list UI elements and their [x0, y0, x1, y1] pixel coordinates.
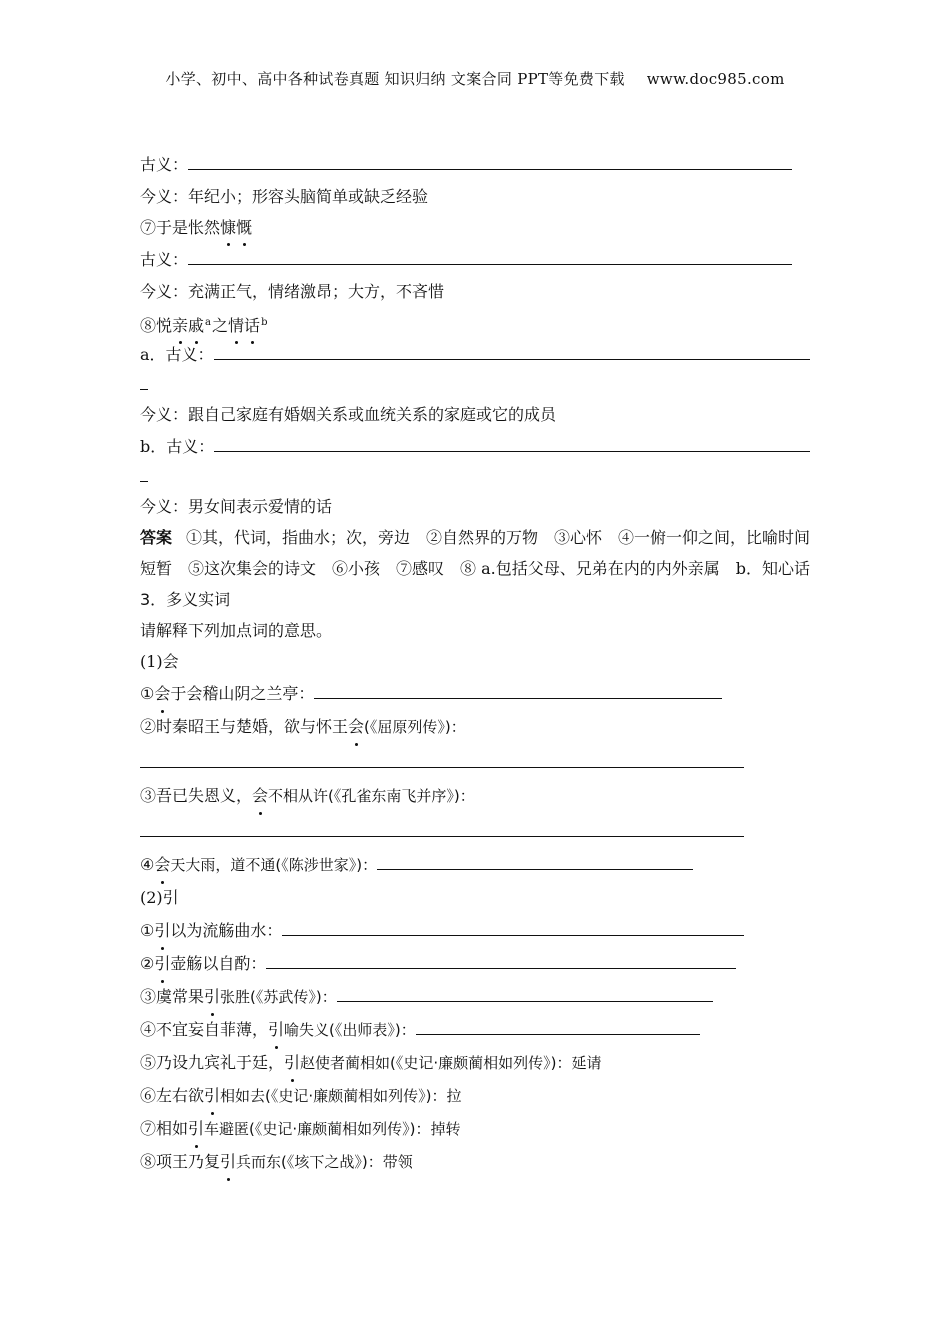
- modern-meaning-line: 今义：跟自己家庭有婚姻关系或血统关系的家庭或它的成员: [140, 405, 557, 424]
- header-url: www.doc985.com: [646, 70, 785, 88]
- group-title-hui: (1)会: [140, 652, 179, 671]
- old-meaning-line-b: b．古义：: [140, 430, 812, 463]
- dotted-word: 引: [204, 980, 220, 1013]
- dotted-word: 引: [268, 1013, 284, 1046]
- dotted-word: 会: [348, 710, 364, 743]
- dotted-word: 慨: [236, 212, 252, 243]
- answer-blank[interactable]: [337, 987, 713, 1002]
- instruction: 请解释下列加点词的意思。: [140, 621, 333, 640]
- yin-item-5: ⑤乃设九宾礼于廷，引赵使者蔺相如(《史记·廉颇蔺相如列传》)：延请: [140, 1046, 812, 1079]
- question-7: ⑦于是怅然慷慨: [140, 212, 812, 243]
- answer-blank[interactable]: [416, 1020, 700, 1035]
- hui-item-2: ②时秦昭王与楚婚，欲与怀王会(《屈原列传》)：: [140, 710, 812, 743]
- dotted-word: 慷: [220, 212, 236, 243]
- dotted-word: 引: [188, 1112, 204, 1145]
- continuation-dash: [140, 371, 812, 399]
- answer-blank-row: [140, 812, 812, 848]
- answer-text: ①其，代词，指曲水；次，旁边 ②自然界的万物 ③心怀 ④一俯一仰之间，比喻时间短暂 ⑤这次集会的诗文 ⑥小孩 ⑦感叹 ⑧ a.包括父母、兄弟在内的内外亲属 b．知心话: [140, 528, 811, 578]
- header-left-text: 小学、初中、高中各种试卷真题 知识归纳 文案合同 PPT等免费下载: [165, 70, 625, 88]
- dotted-word: 引: [204, 1079, 220, 1112]
- yin-item-2: ②引壶觞以自酌：: [140, 947, 812, 980]
- modern-meaning-line: 今义：年纪小；形容头脑简单或缺乏经验: [140, 187, 429, 206]
- old-meaning-line-a: a．古义：: [140, 338, 812, 371]
- old-meaning-line: 古义：: [140, 148, 812, 181]
- dotted-word: 情: [228, 310, 244, 341]
- hui-item-3: ③吾已失恩义，会不相从许(《孔雀东南飞并序》)：: [140, 779, 812, 812]
- section-title: 3．多义实词: [140, 590, 231, 609]
- dotted-word: 话: [244, 310, 260, 341]
- continuation-dash: [140, 463, 812, 491]
- dotted-word: 亲: [172, 310, 188, 341]
- dotted-word: 会: [154, 677, 170, 710]
- dotted-word: 会: [252, 779, 268, 812]
- answer-blank[interactable]: [377, 855, 693, 870]
- answer-blank[interactable]: [214, 345, 810, 360]
- dotted-word: 会: [154, 848, 170, 881]
- yin-item-8: ⑧项王乃复引兵而东(《垓下之战》)：带领: [140, 1145, 812, 1178]
- answer-blank[interactable]: [314, 684, 722, 699]
- marker-a: a: [205, 317, 212, 328]
- marker-b: b: [261, 317, 268, 328]
- group-title-yin: (2)引: [140, 888, 179, 907]
- yin-item-3: ③虞常果引张胜(《苏武传》)：: [140, 980, 812, 1013]
- document-body: [140, 148, 812, 1178]
- dotted-word: 引: [284, 1046, 300, 1079]
- modern-meaning-line: 今义：男女间表示爱情的话: [140, 497, 333, 516]
- page-header: [0, 68, 950, 89]
- yin-item-4: ④不宜妄自菲薄，引喻失义(《出师表》)：: [140, 1013, 812, 1046]
- yin-item-7: ⑦相如引车避匿(《史记·廉颇蔺相如列传》)：掉转: [140, 1112, 812, 1145]
- answer-blank-row: [140, 743, 812, 779]
- hui-item-1: ①会于会稽山阴之兰亭：: [140, 677, 812, 710]
- answer-blank[interactable]: [140, 822, 744, 837]
- answer-blank[interactable]: [188, 155, 792, 170]
- answer-blank[interactable]: [188, 250, 792, 265]
- dotted-word: 戚: [188, 310, 204, 341]
- dotted-word: 引: [154, 914, 170, 947]
- old-meaning-line: 古义：: [140, 243, 812, 276]
- answer-blank[interactable]: [266, 954, 736, 969]
- modern-meaning-line: 今义：充满正气，情绪激昂；大方，不吝惜: [140, 282, 445, 301]
- question-8: ⑧悦亲戚$^a$之情话$^b$: [140, 307, 812, 338]
- answer-blank[interactable]: [140, 753, 744, 768]
- dotted-word: 引: [220, 1145, 236, 1178]
- hui-item-4: ④会天大雨，道不通(《陈涉世家》)：: [140, 848, 812, 881]
- answer-block: [140, 522, 812, 584]
- answer-blank[interactable]: [282, 921, 744, 936]
- yin-item-6: ⑥左右欲引相如去(《史记·廉颇蔺相如列传》)：拉: [140, 1079, 812, 1112]
- answer-blank[interactable]: [214, 437, 810, 452]
- dotted-word: 引: [154, 947, 170, 980]
- yin-item-1: ①引以为流觞曲水：: [140, 914, 812, 947]
- answer-label: 答案: [140, 528, 173, 547]
